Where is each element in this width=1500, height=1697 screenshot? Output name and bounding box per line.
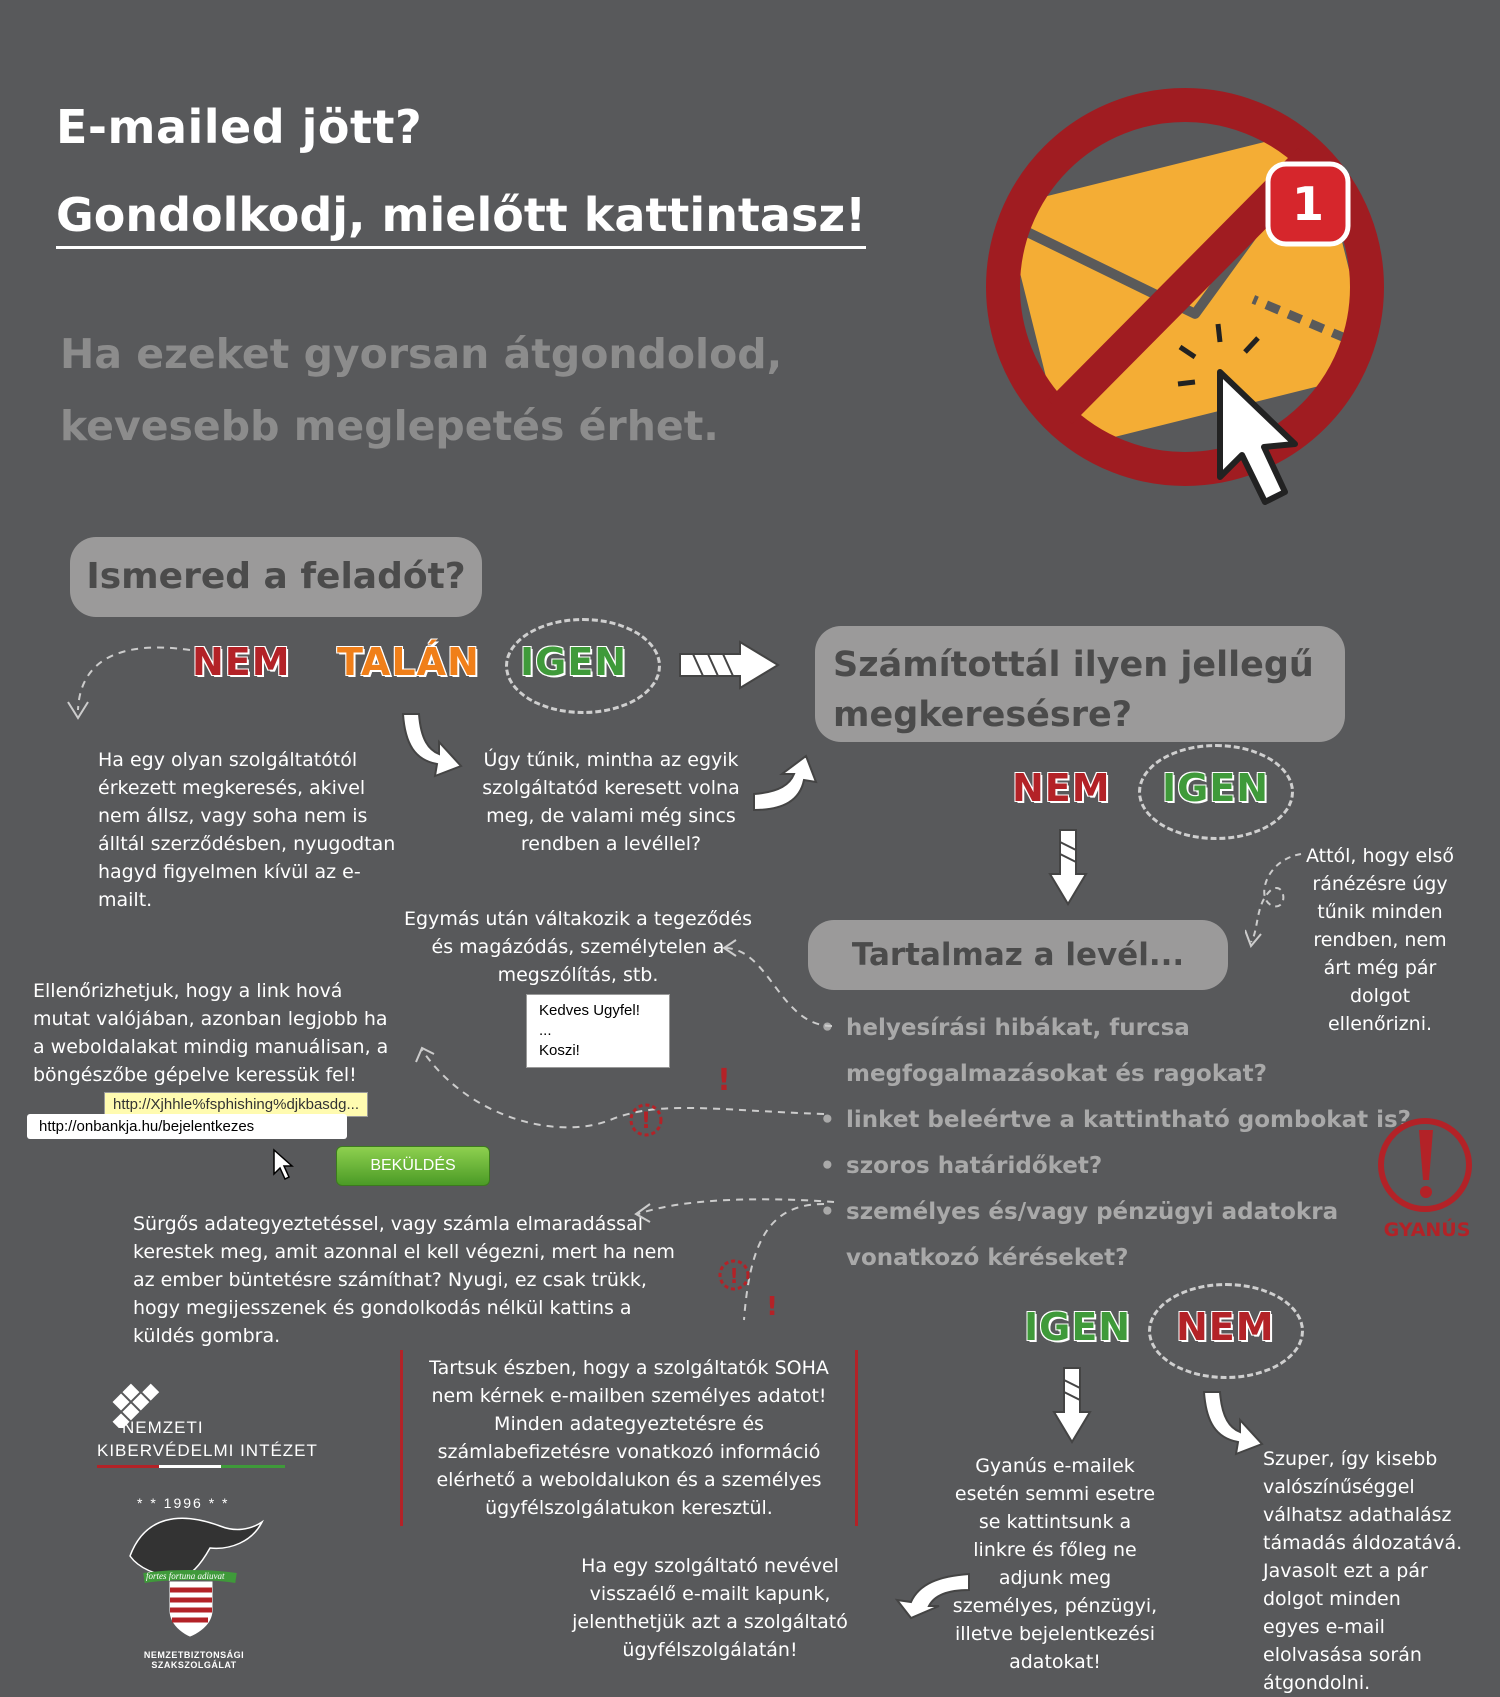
final-igen-explanation: Gyanús e-mailek esetén semmi esetre se kattintsunk a linkre és főleg ne adjunk meg személyes, pénzügyi, illetve bejelentkezési adatokat! (952, 1455, 1158, 1673)
badge-count: 1 (1291, 177, 1325, 231)
nki-name-line2: KIBERVÉDELMI INTÉZET (97, 1441, 318, 1460)
svg-text:!: ! (729, 1264, 739, 1288)
cursor-arrow-icon (272, 1148, 296, 1182)
stamp-label: GYANÚS (1383, 1219, 1471, 1240)
alert-splash-icon (712, 1255, 792, 1325)
answer-igen: IGEN (520, 640, 628, 684)
up-curve-arrow-icon (750, 754, 820, 814)
question-expected: Számítottál ilyen jellegű megkeresésre? (815, 626, 1345, 742)
nbsz-name: NEMZETBIZTONSÁGI SZAKSZOLGÁLAT (143, 1650, 245, 1670)
down-arrow-icon (1052, 1366, 1092, 1444)
checklist-item: • személyes és/vagy pénzügyi adatokra (828, 1189, 1448, 1235)
subtitle-line-1: Ha ezeket gyorsan átgondolod, (60, 330, 783, 378)
final-answer-nem: NEM (1176, 1305, 1275, 1349)
suspicious-stamp-icon (1375, 1110, 1485, 1240)
subtitle-line-2: kevesebb meglepetés érhet. (60, 402, 719, 450)
question-know-sender: Ismered a feladót? (70, 537, 482, 617)
page-subtitle (60, 318, 960, 462)
nbsz-year: * * 1996 * * (137, 1495, 230, 1511)
loop-arrow-icon (1245, 850, 1305, 950)
checklist-item: • helyesírási hibákat, furcsa (828, 1005, 1448, 1051)
answer-nem: NEM (192, 640, 291, 684)
checklist (828, 1005, 1448, 1281)
checklist-item: • szoros határidőket? (828, 1143, 1448, 1189)
down-arrow-icon (1048, 828, 1088, 906)
checklist-item-continued: megfogalmazásokat és ragokat? (846, 1061, 1267, 1087)
dashed-connector (720, 930, 840, 1030)
q2-answer-nem: NEM (1012, 766, 1111, 810)
sample-line: Koszi! (539, 1042, 580, 1059)
talan-explanation: Úgy tűnik, mintha az egyik szolgáltatód keresett volna meg, de valami még sincs rendben a levéllel? (482, 749, 740, 855)
svg-text:!: ! (766, 1292, 778, 1322)
question-contains: Tartalmaz a levél... (808, 920, 1228, 990)
curved-arrow-icon (60, 640, 200, 730)
nki-name-line1: NEMZETI (122, 1418, 204, 1437)
final-answer-igen: IGEN (1024, 1305, 1132, 1349)
submit-button[interactable]: BEKÜLDÉS (336, 1146, 490, 1186)
report-explanation: Ha egy szolgáltató nevével visszaélő e-mailt kapunk, jelenthetjük azt a szolgáltató ügyfélszolgálatán! (572, 1555, 848, 1661)
svg-text:!: ! (640, 1109, 652, 1134)
nem-explanation: Ha egy olyan szolgáltatótól érkezett megkeresés, akivel nem állsz, vagy soha nem is álltál szerződésben, nyugodtan hagyd figyelmen kívül az e-mailt. (98, 749, 396, 911)
right-arrow-icon (678, 640, 783, 690)
down-curve-arrow-icon (1196, 1388, 1266, 1458)
link-tooltip: http://Xjhhle%fsphishing%djkbasdg... (104, 1092, 368, 1117)
igen-explanation: Attól, hogy első ránézésre úgy tűnik minden rendben, nem árt még pár dolgot ellenőrizni. (1305, 845, 1455, 1035)
down-curve-arrow-icon (395, 710, 465, 780)
nbsz-motto: fortes fortuna adiuvat (146, 1571, 225, 1581)
alert-splash-icon (618, 1060, 738, 1140)
no-email-click-icon (980, 72, 1420, 522)
svg-text:!: ! (717, 1063, 731, 1098)
page-headline: Gondolkodj, mielőtt kattintasz! (56, 188, 866, 249)
page-title: E-mailed jött? (56, 100, 423, 154)
flag-stripe (97, 1465, 285, 1468)
link-explanation: Ellenőrizhetjuk, hogy a link hová mutat valójában, azonban legjobb ha a weboldalakat mindig manuálisan, a böngészőbe gépelve keressük fel! (33, 980, 389, 1086)
checklist-item-continued: vonatkozó kéréseket? (846, 1245, 1129, 1271)
never-ask-notice: Tartsuk észben, hogy a szolgáltatók SOHA nem kérnek e-mailben személyes adatot! Minden adategyeztetésre és számlabefizetésre vonatkozó információ elérhető a weboldalukon és a személyes ügyfélszolgálatukon keresztül. (400, 1350, 858, 1526)
url-field[interactable]: http://onbankja.hu/bejelentkezes (27, 1114, 347, 1139)
q2-answer-igen: IGEN (1162, 766, 1270, 810)
answer-talan: TALÁN (337, 640, 480, 684)
final-nem-explanation: Szuper, így kisebb valószínűséggel válhatsz adathalász támadás áldozatává. Javasolt ezt a pár dolgot minden egyes e-mail elolvasása során átgondolni. (1263, 1448, 1463, 1694)
greeting-explanation: Egymás után váltakozik a tegeződés és magázódás, személytelen a megszólítás, stb. (404, 908, 752, 986)
sample-line: Kedves Ugyfel! (539, 1002, 640, 1019)
sample-line: ... (539, 1022, 552, 1039)
urgent-explanation: Sürgős adategyeztetéssel, vagy számla elmaradással kerestek meg, amit azonnal el kell végezni, mert ha nem az ember büntetésre számíthat? Nyugi, ez csak trükk, hogy megijesszenek és gondolkodás nélkül kattins a küldés gombra. (133, 1213, 675, 1347)
checklist-item: • linket beleértve a kattintható gombokat is? (828, 1097, 1448, 1143)
